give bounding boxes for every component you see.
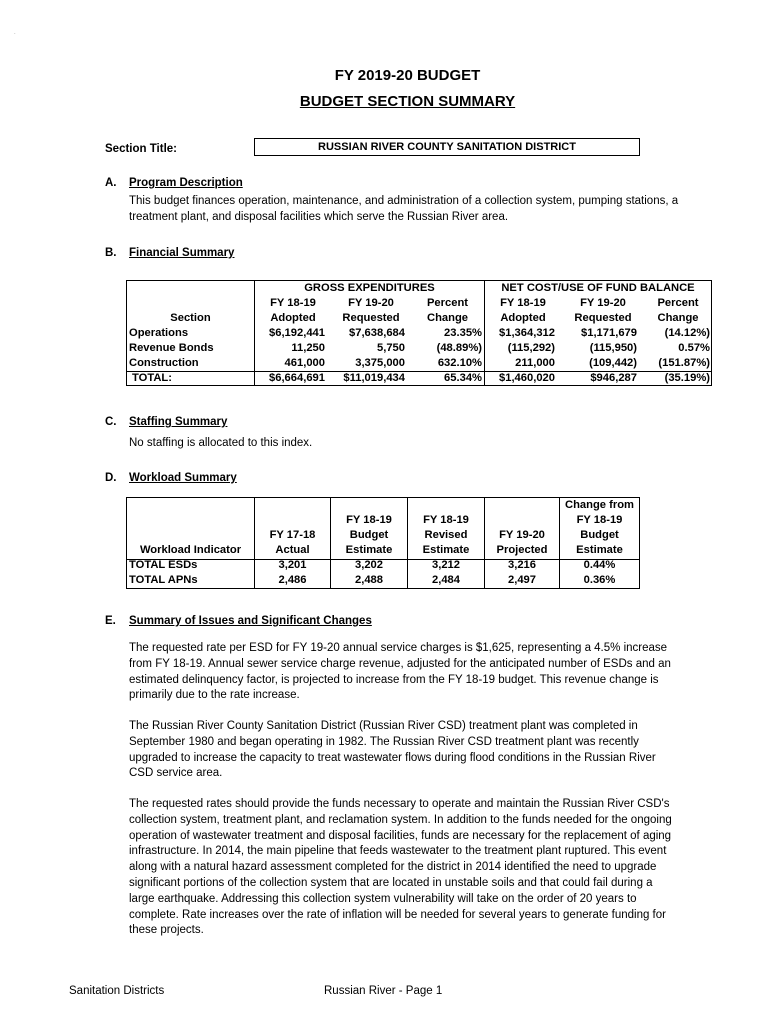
col-header: FY 19-20 xyxy=(499,529,545,541)
table-cell: 0.36% xyxy=(583,574,616,586)
col-header: FY 18-19 xyxy=(270,297,316,309)
col-header: Estimate xyxy=(422,544,470,556)
row-label: Construction xyxy=(129,357,199,369)
col-header: Percent xyxy=(426,297,469,309)
total-cell: $11,019,434 xyxy=(343,372,405,384)
issues-paragraph-2: The Russian River County Sanitation District (Russian River CSD) treatment plant was completed in September 1980 and began operating in 1982. The Russian River CSD treatment plant was recently upgraded to increase the capacity to treat wastewater flows during flood conditions in the Russian River CSD service area. xyxy=(129,720,656,780)
table-cell: (115,292) xyxy=(507,342,555,354)
col-header: Estimate xyxy=(576,544,623,556)
table-cell: (151.87%) xyxy=(658,357,710,369)
section-a-letter: A. xyxy=(105,177,117,189)
section-d-heading: Workload Summary xyxy=(129,472,237,484)
table-cell: 23.35% xyxy=(444,327,482,339)
table-cell: 2,486 xyxy=(278,574,307,586)
col-header: FY 18-19 xyxy=(346,514,392,526)
table-cell: (48.89%) xyxy=(436,342,482,354)
section-b-heading: Financial Summary xyxy=(129,247,235,259)
section-title-value: RUSSIAN RIVER COUNTY SANITATION DISTRICT xyxy=(254,138,640,156)
col-header: Projected xyxy=(496,544,548,556)
page-subtitle: BUDGET SECTION SUMMARY xyxy=(299,93,516,110)
table-cell: 0.44% xyxy=(583,559,616,571)
row-label: Operations xyxy=(129,327,189,339)
col-header: Budget xyxy=(349,529,389,541)
table-cell: $1,364,312 xyxy=(499,327,555,339)
col-header: Budget xyxy=(580,529,619,541)
col-header: Requested xyxy=(342,312,400,324)
total-cell: $1,460,020 xyxy=(499,372,555,384)
page-title: FY 2019-20 BUDGET xyxy=(334,67,481,84)
col-header: Change xyxy=(426,312,469,324)
col-header: Adopted xyxy=(270,312,316,324)
table-cell: (115,950) xyxy=(589,342,637,354)
col-header: Change xyxy=(657,312,699,324)
col-header: FY 18-19 xyxy=(423,514,469,526)
col-header: Adopted xyxy=(500,312,546,324)
section-e-letter: E. xyxy=(105,615,116,627)
workload-summary-table xyxy=(126,497,640,589)
table-cell: $6,192,441 xyxy=(269,327,325,339)
table-cell: 632.10% xyxy=(437,357,482,369)
table-cell: 3,216 xyxy=(508,559,536,571)
table-cell: (109,442) xyxy=(589,357,637,369)
table-cell: 0.57% xyxy=(678,342,710,354)
table-cell: 2,497 xyxy=(508,574,536,586)
footer-page: Russian River - Page 1 xyxy=(324,985,443,997)
section-d-letter: D. xyxy=(105,472,117,484)
section-title-label: Section Title: xyxy=(105,143,177,155)
financial-summary-table xyxy=(126,280,712,386)
total-cell: 65.34% xyxy=(444,372,482,384)
col-header: FY 19-20 xyxy=(580,297,626,309)
section-c-letter: C. xyxy=(105,416,117,428)
row-label: Revenue Bonds xyxy=(129,342,214,354)
workload-indicator-header: Workload Indicator xyxy=(139,544,242,556)
section-b-letter: B. xyxy=(105,247,117,259)
issues-paragraph-3: The requested rates should provide the funds necessary to operate and maintain the Russian River CSD's collection system, treatment plant, and reclamation system. In addition to the funds needed for the ongoing operation of wastewater treatment and disposal facilities, funds are necessary for the replacement of aging infrastructure. In 2014, the main pipeline that feeds wastewater to the treatment plant ruptured. This event along with a natural hazard assessment completed for the district in 2014 identified the need to upgrade significant portions of the collection system that are located in unstable soils and that could fail during a large earthquake. Addressing this collection system vulnerability will take on the order of 20 years to complete. Rate increases over the rate of inflation will be needed for several years to generate funding for these projects. xyxy=(129,798,672,937)
total-cell: $946,287 xyxy=(590,372,637,384)
col-header: Requested xyxy=(574,312,632,324)
table-cell: 3,202 xyxy=(355,559,383,571)
col-header: Revised xyxy=(424,529,468,541)
section-c-heading: Staffing Summary xyxy=(129,416,228,428)
col-header: Percent xyxy=(657,297,699,309)
table-cell: $1,171,679 xyxy=(581,327,637,339)
table-cell: 211,000 xyxy=(515,357,555,369)
col-header: FY 18-19 xyxy=(500,297,546,309)
issues-paragraph-1: The requested rate per ESD for FY 19-20 annual service charges is $1,625, representing a 4.5% increase from FY 18-19. Annual sewer service charge revenue, adjusted for the anticipated number of ESDs and an estimated delinquency factor, is projected to increase from the FY 18-19 budget. This revenue change is primarily due to the rate increase. xyxy=(129,642,671,702)
total-cell: $6,664,691 xyxy=(269,372,325,384)
total-cell: (35.19%) xyxy=(664,372,710,384)
table-cell: 3,212 xyxy=(432,559,460,571)
table-cell: 2,484 xyxy=(432,574,460,586)
group-header-net: NET COST/USE OF FUND BALANCE xyxy=(501,282,695,294)
section-col-header: Section xyxy=(170,312,211,324)
col-header: Actual xyxy=(275,544,310,556)
table-cell: $7,638,684 xyxy=(349,327,405,339)
table-cell: 3,201 xyxy=(278,559,307,571)
scan-mark: . xyxy=(14,30,16,36)
program-description-text: This budget finances operation, maintenance, and administration of a collection system, pumping stations, a treatment plant, and disposal facilities which serve the Russian River area. xyxy=(129,195,679,223)
col-header: FY 19-20 xyxy=(348,297,394,309)
row-label: TOTAL APNs xyxy=(129,574,198,586)
col-header: FY 18-19 xyxy=(576,514,623,526)
footer-left: Sanitation Districts xyxy=(69,985,165,997)
table-cell: 3,375,000 xyxy=(355,357,405,369)
section-a-heading: Program Description xyxy=(129,177,243,189)
table-cell: 461,000 xyxy=(284,357,325,369)
table-cell: 11,250 xyxy=(291,342,325,354)
section-e-heading: Summary of Issues and Significant Changes xyxy=(129,615,372,627)
table-cell: 2,488 xyxy=(355,574,383,586)
table-cell: 5,750 xyxy=(377,342,405,354)
total-label: TOTAL: xyxy=(132,372,172,384)
col-header: Change from xyxy=(565,499,634,511)
row-label: TOTAL ESDs xyxy=(129,559,198,571)
group-header-gross: GROSS EXPENDITURES xyxy=(304,282,435,294)
table-cell: (14.12%) xyxy=(664,327,710,339)
staffing-text: No staffing is allocated to this index. xyxy=(129,437,313,449)
col-header: FY 17-18 xyxy=(269,529,316,541)
col-header: Estimate xyxy=(345,544,393,556)
